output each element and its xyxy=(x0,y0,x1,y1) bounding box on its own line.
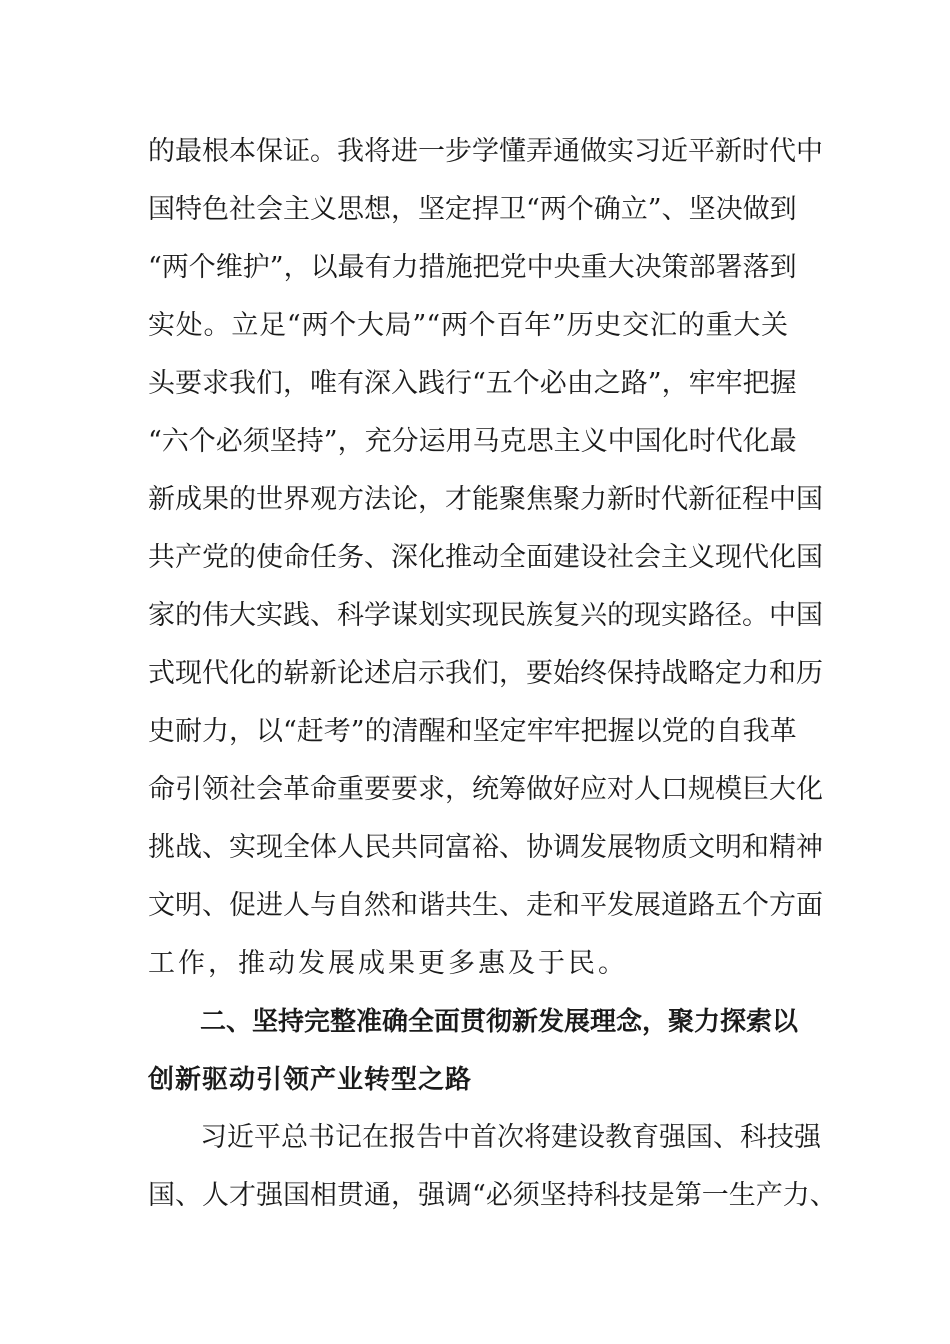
text-line: 的最根本保证。我将进一步学懂弄通做实习近平新时代中 xyxy=(148,136,823,167)
text-line: 命引领社会革命重要要求，统筹做好应对人口规模巨大化 xyxy=(148,774,823,805)
text-line: 国、人才强国相贯通，强调“必须坚持科技是第一生产力、 xyxy=(148,1180,837,1211)
text-line: 共产党的使命任务、深化推动全面建设社会主义现代化国 xyxy=(148,542,823,573)
text-line: 新成果的世界观方法论，才能聚焦聚力新时代新征程中国 xyxy=(148,484,823,515)
text-line: 挑战、实现全体人民共同富裕、协调发展物质文明和精神 xyxy=(148,832,823,863)
text-line: 国特色社会主义思想，坚定捍卫“两个确立”、坚决做到 xyxy=(148,194,797,225)
heading-line: 创新驱动引领产业转型之路 xyxy=(148,1065,473,1095)
text-line: 头要求我们，唯有深入践行“五个必由之路”，牢牢把握 xyxy=(148,368,797,399)
text-line: 实处。立足“两个大局”“两个百年”历史交汇的重大关 xyxy=(148,310,788,341)
text-line: 工作，推动发展成果更多惠及于民。 xyxy=(148,948,628,979)
text-line: 式现代化的崭新论述启示我们，要始终保持战略定力和历 xyxy=(148,658,823,689)
text-line: “两个维护”，以最有力措施把党中央重大决策部署落到 xyxy=(148,252,797,283)
text-line: 史耐力，以“赶考”的清醒和坚定牢牢把握以党的自我革 xyxy=(148,716,797,747)
text-line: 文明、促进人与自然和谐共生、走和平发展道路五个方面 xyxy=(148,890,823,921)
text-line: 家的伟大实践、科学谋划实现民族复兴的现实路径。中国 xyxy=(148,600,823,631)
text-line: “六个必须坚持”，充分运用马克思主义中国化时代化最 xyxy=(148,426,797,457)
text-line: 习近平总书记在报告中首次将建设教育强国、科技强 xyxy=(200,1122,821,1153)
heading-line: 二、坚持完整准确全面贯彻新发展理念，聚力探索以 xyxy=(200,1007,799,1037)
